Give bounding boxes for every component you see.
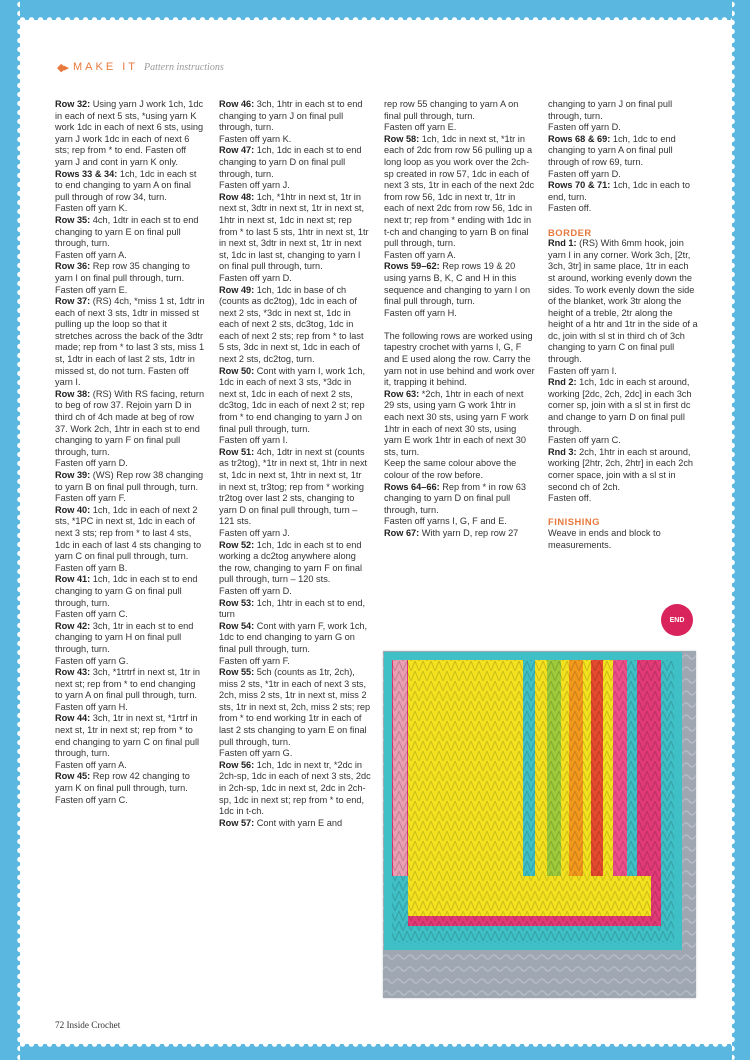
instruction-line <box>548 122 698 134</box>
instruction-line <box>55 656 205 668</box>
row-text: Weave in ends and block to measurements. <box>548 527 661 550</box>
instruction-line <box>55 99 205 169</box>
row-label: Rnd 1: <box>548 238 577 249</box>
row-text: Rep row 42 changing to yarn K on final pull through, turn. Fasten off yarn C. <box>55 771 190 805</box>
instruction-line <box>219 145 371 180</box>
row-label: Row 41: <box>55 574 91 585</box>
row-text: 1ch, *1htr in next st, 1tr in next st, 3dtr in next st, 1tr in next st, 1htr in next st, 1dc in next st; rep from * to last 5 sts, 1htr in next st, 1tr in next st, 3dtr in next st, 1tr in next st, 1dc in last st, changing to yarn I on final pull through, turn. <box>219 191 369 272</box>
row-label: Row 47: <box>219 145 255 156</box>
instruction-line <box>55 169 205 204</box>
instruction-line <box>55 563 205 575</box>
row-text: Fasten off yarn J. <box>219 527 290 538</box>
row-text: 3ch, *1trtrf in next st, 1tr in next st; rep from * to end changing to yarn A on final pull through, turn. <box>55 667 201 701</box>
instruction-line <box>384 516 536 528</box>
end-badge: END <box>661 604 693 636</box>
row-text: Cont with yarn I, work 1ch, 1dc in each of next 3 sts, *3dc in next st, 1dc in each of next 2 sts, dc3tog, 1dc in each of next 2 st; rep from * to end changing to yarn J on final pull through, turn. <box>219 365 366 434</box>
instruction-line <box>219 667 371 748</box>
instruction-line <box>219 273 371 285</box>
instruction-line <box>384 122 536 134</box>
instruction-line <box>219 528 371 540</box>
instruction-line <box>384 458 536 481</box>
row-text: 1ch, 1dc in base of ch (counts as dc2tog), 1dc in each of next 2 sts, *3dc in next st, 1dc in each of next 2 sts, dc3tog, 1dc in each of next 2 sts; rep from * to last 5 sts, 3dc in next st, 1dc in each of next 2 sts, dc2tog, turn. <box>219 284 364 365</box>
row-text: Fasten off yarn F. <box>219 655 290 666</box>
instruction-line <box>55 458 205 470</box>
column-3 <box>384 99 536 540</box>
instruction-line <box>55 667 205 702</box>
row-text: Cont with yarn E and <box>254 817 343 828</box>
row-label: Row 57: <box>219 817 255 828</box>
instruction-line <box>219 180 371 192</box>
row-label: Row 51: <box>219 446 255 457</box>
instruction-line <box>548 366 698 378</box>
instruction-line <box>55 702 205 714</box>
row-label: Row 48: <box>219 191 255 202</box>
page-border-left <box>0 0 20 1060</box>
row-text: (RS) With RS facing, return to beg of row 37. Rejoin yarn D in third ch of 4ch made at beg of row 37. Work 2ch, 1htr in each st to end changing to yarn F on final pull through, turn. <box>55 388 205 457</box>
instruction-line <box>219 540 371 586</box>
row-text: Fasten off yarn D. <box>548 122 621 133</box>
instruction-line <box>55 215 205 250</box>
instruction-line <box>55 609 205 621</box>
row-text: Fasten off yarn E. <box>55 284 128 295</box>
row-text: Rep row 35 changing to yarn I on final pull through, turn. <box>55 261 190 283</box>
instruction-line <box>55 621 205 656</box>
row-text: 1ch, 1htr in each st to end, turn <box>219 597 366 620</box>
row-label: Row 45: <box>55 771 91 782</box>
row-label: Rows 59–62: <box>384 261 440 272</box>
row-label: Row 67: <box>384 527 420 538</box>
row-text: 4ch, 1dtr in next st (counts as tr2tog), *1tr in next st, 1htr in next st, 1dc in next st, 1htr in next st, 1tr in next st, tr3tog; rep from * working tr2tog over last 2 sts, changing to yarn D on final pull through, turn – 121 sts. <box>219 446 368 527</box>
row-text: Fasten off yarns I, G, F and E. <box>384 516 507 527</box>
row-text: Fasten off yarn K. <box>55 203 128 214</box>
row-text: 4ch, 1dtr in each st to end changing to yarn E on final pull through, turn. <box>55 214 199 249</box>
row-label: Row 39: <box>55 470 91 480</box>
instruction-line <box>548 169 698 181</box>
instruction-line <box>548 377 698 435</box>
instruction-line <box>384 261 536 307</box>
instruction-line <box>55 713 205 759</box>
instruction-line <box>219 192 371 273</box>
row-text: Fasten off yarn D. <box>219 585 292 596</box>
row-text: Fasten off yarn A. <box>384 249 456 260</box>
instruction-line <box>55 760 205 772</box>
row-text: Fasten off yarn H. <box>55 701 128 712</box>
row-text: changing to yarn J on final pull through, turn. <box>548 99 673 121</box>
instruction-line <box>219 447 371 528</box>
row-text: (RS) With 6mm hook, join yarn I in any corner. Work 3ch, [2tr, 3ch, 3tr] in same place, 1tr in each st around, working evenly down the sides. To work evenly down the side of the blanket, work 3tr along the height of a treble, 2tr along the height of a htr and 1tr in the side of a dc, join with sl st in third ch of 3ch changing to yarn C on final pull through. <box>548 238 698 365</box>
row-text: 1ch, 1dc in each st to end changing to yarn A on final pull through of row 34, turn. <box>55 168 197 202</box>
row-text: Fasten off yarn F. <box>55 493 126 504</box>
section-heading: FINISHING <box>548 516 600 528</box>
row-text: (WS) Rep row 38 changing to yarn B on final pull through, turn. <box>55 470 204 492</box>
row-label: Row 53: <box>219 597 255 608</box>
row-text: 1ch, 1dc to end changing to yarn A on final pull through of row 69, turn. <box>548 133 676 167</box>
row-text: 1ch, 1dc in each to end, turn. <box>548 180 690 202</box>
row-label: Row 46: <box>219 99 255 109</box>
instruction-line <box>384 482 536 517</box>
instruction-line <box>219 748 371 760</box>
instruction-line <box>548 238 698 366</box>
instruction-line <box>219 366 371 436</box>
instruction-line <box>55 574 205 609</box>
row-text: Fasten off yarn G. <box>55 655 129 666</box>
row-text: 1ch, 1dc in next st, *1tr in each of 2dc from row 56 pulling up a long loop as you work over the 2ch-sp created in row 57, 1dc in each of next 3 sts, 1tr in each of the next 2dc from row 56, 1dc in next tr, 1tr in each of next 2dc from row 56, 1dc in next tr; rep from * ending with 1dc in t-ch and changing to yarn B on final pull through, turn. <box>384 133 535 249</box>
row-text: Fasten off yarn C. <box>55 609 128 620</box>
instruction-line <box>219 285 371 366</box>
page-border-bottom <box>0 1044 750 1060</box>
instruction-line <box>55 470 205 493</box>
row-text: 3ch, 1htr in each st to end changing to yarn J on final pull through, turn. <box>219 99 363 133</box>
instruction-line <box>548 435 698 447</box>
paragraph-gap <box>548 505 698 517</box>
row-label: Rnd 3: <box>548 446 577 457</box>
row-text: With yarn D, rep row 27 <box>419 527 519 538</box>
instruction-line <box>55 771 205 806</box>
row-label: Rows 64–66: <box>384 481 440 492</box>
row-text: 5ch (counts as 1tr, 2ch), miss 2 sts, *1tr in each of next 3 sts, 2ch, miss 2 sts, 1tr in next st, miss 2 sts, 1tr in next st, 2ch, miss 2 sts; rep from * to end working 1tr in each of last 2 sts changing to yarn E on final pull through, turn. <box>219 667 371 747</box>
row-text: rep row 55 changing to yarn A on final pull through, turn. <box>384 99 519 121</box>
instruction-line <box>55 493 205 505</box>
row-text: 2ch, 1htr in each st around, working [2htr, 2ch, 2htr] in each 2ch corner space, join with a sl st in second ch of 2ch. <box>548 446 694 492</box>
row-text: 1ch, 1dc in each st to end changing to yarn G on final pull through, turn. <box>55 574 198 608</box>
instruction-line <box>55 261 205 284</box>
row-label: Rows 33 & 34: <box>55 168 118 179</box>
page-footer: 72 Inside Crochet <box>55 1020 121 1030</box>
row-label: Row 42: <box>55 620 91 631</box>
row-text: 1ch, 1dc in each st to end changing to yarn D on final pull through, turn. <box>219 145 362 179</box>
row-text: 1ch, 1dc in each of next 2 sts, *1PC in next st, 1dc in each of next 3 sts; rep from * to last 4 sts, 1dc in each of last 4 sts changing to yarn C on final pull through, turn. <box>55 504 202 562</box>
instruction-line <box>384 389 536 459</box>
row-label: Row 55: <box>219 667 255 678</box>
column-4 <box>548 99 698 551</box>
row-label: Rows 68 & 69: <box>548 133 611 144</box>
row-text: Keep the same colour above the colour of the row before. <box>384 458 517 480</box>
row-text: The following rows are worked using tapestry crochet with yarns I, G, F and E used along the row. Carry the yarn not in use behind and work over it, trapping it behind. <box>384 330 535 388</box>
row-text: Fasten off yarn K. <box>219 133 292 144</box>
instruction-line <box>55 285 205 297</box>
row-text: 1ch, 1dc in each st to end working a dc2tog anywhere along the row, changing to yarn F on final pull through, turn – 120 sts. <box>219 539 363 585</box>
row-text: 1ch, 1dc in next tr, *2dc in 2ch-sp, 1dc in each of next 3 sts, 2dc in 2ch-sp, 1dc in next st, 2dc in 2ch-sp, 1dc in next st; rep from * to end, 1dc in t-ch. <box>219 759 371 817</box>
row-text: Using yarn J work 1ch, 1dc in each of next 5 sts, *using yarn K work 1dc in each of next 6 sts, using yarn J work 1dc in each of next 6 sts; rep from * to end. Fasten off yarn J and cont in yarn K only. <box>55 99 204 167</box>
instruction-line <box>55 505 205 563</box>
section-subtitle: Pattern instructions <box>144 61 224 73</box>
instruction-line <box>384 250 536 262</box>
instruction-line <box>55 389 205 459</box>
instruction-line <box>384 134 536 250</box>
row-text: 3ch, 1tr in each st to end changing to yarn H on final pull through, turn. <box>55 620 194 654</box>
row-label: Rows 70 & 71: <box>548 180 611 191</box>
instruction-line <box>55 296 205 389</box>
row-text: Fasten off yarn B. <box>55 562 128 573</box>
row-label: Row 50: <box>219 365 255 376</box>
row-label: Row 56: <box>219 759 255 770</box>
paragraph-gap <box>384 319 536 331</box>
row-label: Row 35: <box>55 214 91 225</box>
row-text: Fasten off yarn A. <box>55 759 127 770</box>
row-text: Fasten off yarn E. <box>384 122 457 133</box>
instruction-line <box>219 586 371 598</box>
paragraph-gap <box>548 215 698 227</box>
instruction-line <box>548 99 698 122</box>
row-label: Row 52: <box>219 539 255 550</box>
section-header <box>57 59 224 75</box>
row-label: Row 49: <box>219 284 255 295</box>
photo-illustration <box>383 651 696 998</box>
row-text: (RS) 4ch, *miss 1 st, 1dtr in each of next 3 sts, 1dtr in missed st pulling up the loop so that it stretches across the back of the 3dtr made; rep from * to last 3 sts, miss 1 st, 1dtr in each of last 2 sts, 1dtr in missed st, do not turn. Fasten off yarn I. <box>55 296 205 388</box>
row-label: Row 54: <box>219 620 255 631</box>
instruction-line <box>384 99 536 122</box>
row-text: Fasten off yarn D. <box>55 458 128 469</box>
row-label: Row 43: <box>55 667 91 678</box>
page-border-top <box>0 0 750 20</box>
instruction-line <box>548 528 698 551</box>
row-text: Fasten off yarn G. <box>219 748 293 759</box>
row-text: Cont with yarn F, work 1ch, 1dc to end changing to yarn G on final pull through, turn. <box>219 620 368 654</box>
row-text: Fasten off yarn I. <box>219 435 288 446</box>
instruction-line <box>219 818 371 830</box>
column-2 <box>219 99 371 829</box>
instruction-line <box>219 435 371 447</box>
section-heading: BORDER <box>548 226 592 238</box>
instruction-line <box>548 493 698 505</box>
row-text: Rep rows 19 & 20 using yarns B, K, C and H in this sequence and changing to yarn I on final pull through, turn. <box>384 261 531 307</box>
row-label: Rnd 2: <box>548 377 577 388</box>
row-text: Fasten off yarn I. <box>548 365 617 376</box>
row-text: 3ch, 1tr in next st, *1rtrf in next st, 1tr in next st; rep from * to end changing to yarn C on final pull through, turn. <box>55 713 200 759</box>
row-text: Fasten off. <box>548 493 592 504</box>
row-text: Fasten off yarn D. <box>548 168 621 179</box>
instruction-line <box>219 134 371 146</box>
row-label: Row 37: <box>55 296 91 307</box>
row-text: Fasten off yarn D. <box>219 272 292 283</box>
row-label: Row 32: <box>55 99 91 109</box>
arrow-icon: ◆▸ <box>57 61 67 74</box>
section-title: MAKE IT <box>72 61 138 73</box>
instruction-line <box>548 447 698 493</box>
row-label: Row 63: <box>384 388 420 399</box>
row-label: Row 58: <box>384 133 420 144</box>
crochet-blanket-photo <box>383 651 696 998</box>
instruction-line <box>548 180 698 203</box>
row-label: Row 44: <box>55 713 91 724</box>
row-text: 1ch, 1dc in each st around, working [2dc, 2ch, 2dc] in each 3ch corner sp, join with a sl st in first dc and change to yarn D on final pull through. <box>548 377 692 434</box>
instruction-line <box>219 656 371 668</box>
row-text: Fasten off yarn A. <box>55 249 127 260</box>
instruction-line <box>219 760 371 818</box>
instruction-line <box>384 331 536 389</box>
instruction-line <box>55 250 205 262</box>
row-text: Fasten off. <box>548 203 592 214</box>
row-text: Rep from * in row 63 changing to yarn D on final pull through, turn. <box>384 481 526 515</box>
row-text: *2ch, 1htr in each of next 29 sts, using yarn G work 1htr in each next 30 sts, using yarn F work 1htr in each of next 30 sts, using yarn E work 1htr in each of next 30 sts, turn. <box>384 388 529 457</box>
instruction-line <box>384 528 536 540</box>
page-border-right <box>732 0 750 1060</box>
column-1 <box>55 99 205 806</box>
instruction-line <box>548 203 698 215</box>
instruction-line <box>384 308 536 320</box>
row-label: Row 36: <box>55 261 91 272</box>
row-label: Row 40: <box>55 504 91 515</box>
instruction-line <box>548 134 698 169</box>
row-label: Row 38: <box>55 388 91 399</box>
row-text: Fasten off yarn C. <box>548 435 621 446</box>
instruction-line <box>219 598 371 621</box>
instruction-line <box>55 203 205 215</box>
row-text: Fasten off yarn H. <box>384 307 457 318</box>
row-text: Fasten off yarn J. <box>219 180 290 191</box>
instruction-line <box>219 99 371 134</box>
instruction-line <box>219 621 371 656</box>
